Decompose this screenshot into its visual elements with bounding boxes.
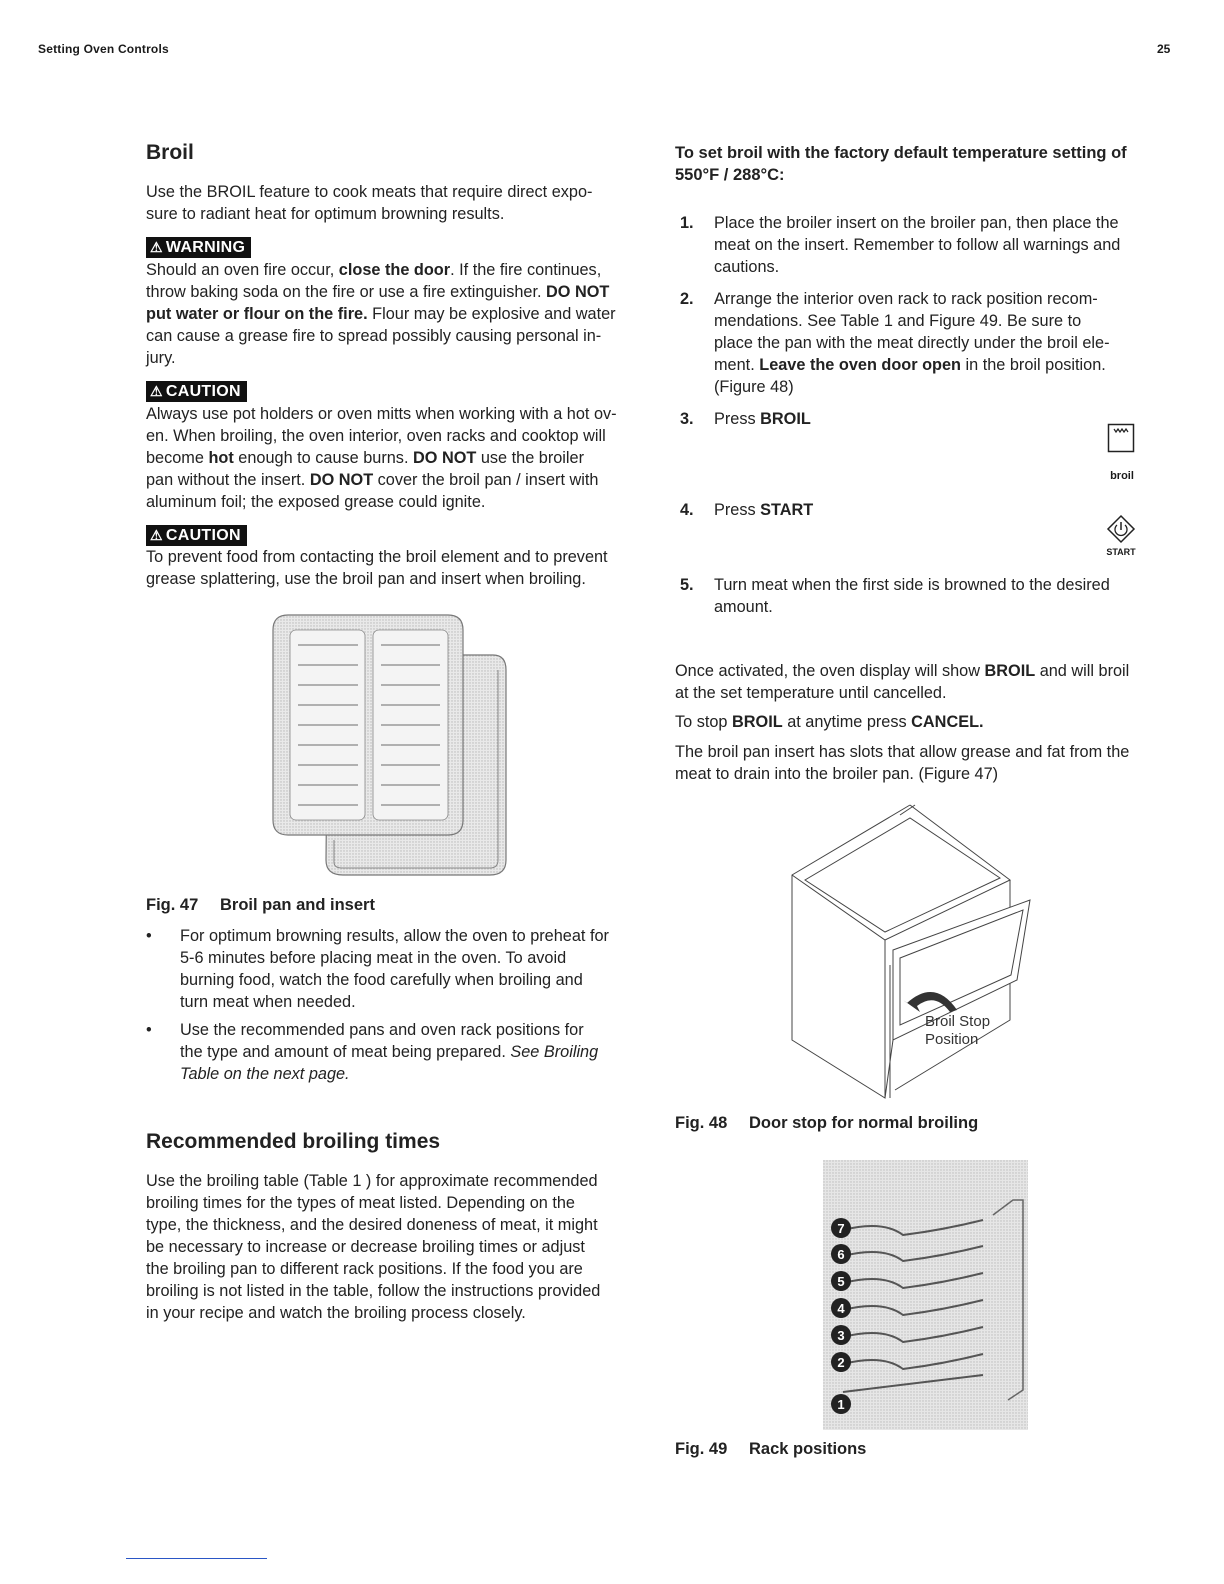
page-number: 25 [1157, 42, 1171, 56]
fig47-caption: Fig. 47 Broil pan and insert [146, 896, 375, 914]
recommended-text: Use the broiling table (Table 1 ) for approximate recommended broiling times for the types of meat listed. Depending on the type, the thickness, and the desired doneness of meat, it might be necessary to increase or decrease broiling times or adjust the broiling pan to different rack positions. If the food you are broiling is not listed in the table, follow the instructions provided in your recipe and watch the broiling process closely. [146, 1172, 601, 1322]
start-key-icon [1106, 514, 1136, 544]
rack-label-3: 3 [837, 1328, 845, 1343]
caution-badge-1: ⚠ CAUTION [146, 381, 247, 402]
caution-triangle-icon: ⚠ [150, 383, 163, 399]
recommended-heading: Recommended broiling times [146, 1130, 441, 1153]
insert-slots-text: The broil pan insert has slots that allow grease and fat from the meat to drain into the broiler pan. (Figure 47) [675, 743, 1130, 783]
section-title: Setting Oven Controls [38, 42, 169, 56]
stop-broil-text: To stop BROIL at anytime press CANCEL. [675, 713, 984, 731]
warning-badge: ⚠ WARNING [146, 237, 251, 258]
footnote-divider [126, 1558, 267, 1559]
broil-key-icon [1107, 423, 1135, 453]
rack-label-5: 5 [837, 1274, 845, 1289]
fig49-caption: Fig. 49 Rack positions [675, 1440, 867, 1458]
rack-positions-illustration [823, 1160, 1028, 1430]
broil-intro: Use the BROIL feature to cook meats that require direct expo- sure to radiant heat for optimum browning results. [146, 183, 593, 223]
oven-door-illustration [785, 800, 1040, 1100]
broil-pan-illustration [268, 610, 518, 885]
broil-tips: • For optimum browning results, allow the oven to preheat for 5-6 minutes before placing meat in the oven. To avoid burning food, watch the food carefully when broiling and turn meat when needed. • Use the recommended pans and oven rack positions for the type and amount of meat being prepared. See Broiling Table on the next page. [146, 927, 609, 1083]
rack-label-4: 4 [837, 1301, 845, 1316]
broil-heading: Broil [146, 141, 194, 164]
caution-triangle-icon: ⚠ [150, 527, 163, 543]
caution-text-2: To prevent food from contacting the broil element and to prevent grease splattering, use the broil pan and insert when broiling. [146, 548, 608, 588]
broil-key-label: broil [1110, 470, 1134, 482]
set-broil-heading: To set broil with the factory default temperature setting of 550°F / 288°C: [675, 144, 1127, 184]
start-key-label: START [1106, 547, 1136, 557]
warning-triangle-icon: ⚠ [150, 239, 163, 255]
caution-badge-2: ⚠ CAUTION [146, 525, 247, 546]
set-broil-steps: 1. Place the broiler insert on the broiler pan, then place the meat on the insert. Remember to follow all warnings and cautions. 2. Arrange the interior oven rack to rack position recom- mendations. See Table 1 and Figure 49. Be sure to place the pan with the meat directly under the broil ele- ment. Leave the oven door open in the broil position. (Figure 48) 3. Press BROIL 4. Press START 5. Turn meat when the first side is browned to the desired amount. [680, 214, 1121, 616]
broil-stop-callout: Broil Stop Position [925, 1013, 991, 1048]
rack-label-2: 2 [837, 1355, 845, 1370]
rack-label-6: 6 [837, 1247, 845, 1262]
caution-text-1: Always use pot holders or oven mitts when working with a hot ov- en. When broiling, the oven interior, oven racks and cooktop will become hot enough to cause burns. DO NOT use the broiler pan without the insert. DO NOT cover the broil pan / insert with aluminum foil; the exposed grease could ignite. [146, 405, 617, 511]
warning-text: Should an oven fire occur, close the door. If the fire continues, throw baking soda on the fire or use a fire extinguisher. DO NOT put water or flour on the fire. Flour may be explosive and water can cause a grease fire to spread possibly causing personal in- jury. [146, 261, 616, 367]
fig48-caption: Fig. 48 Door stop for normal broiling [675, 1114, 979, 1132]
broil-activated-text: Once activated, the oven display will show BROIL and will broil at the set temperature until cancelled. [675, 662, 1130, 702]
rack-label-1: 1 [837, 1397, 845, 1412]
rack-label-7: 7 [837, 1221, 845, 1236]
